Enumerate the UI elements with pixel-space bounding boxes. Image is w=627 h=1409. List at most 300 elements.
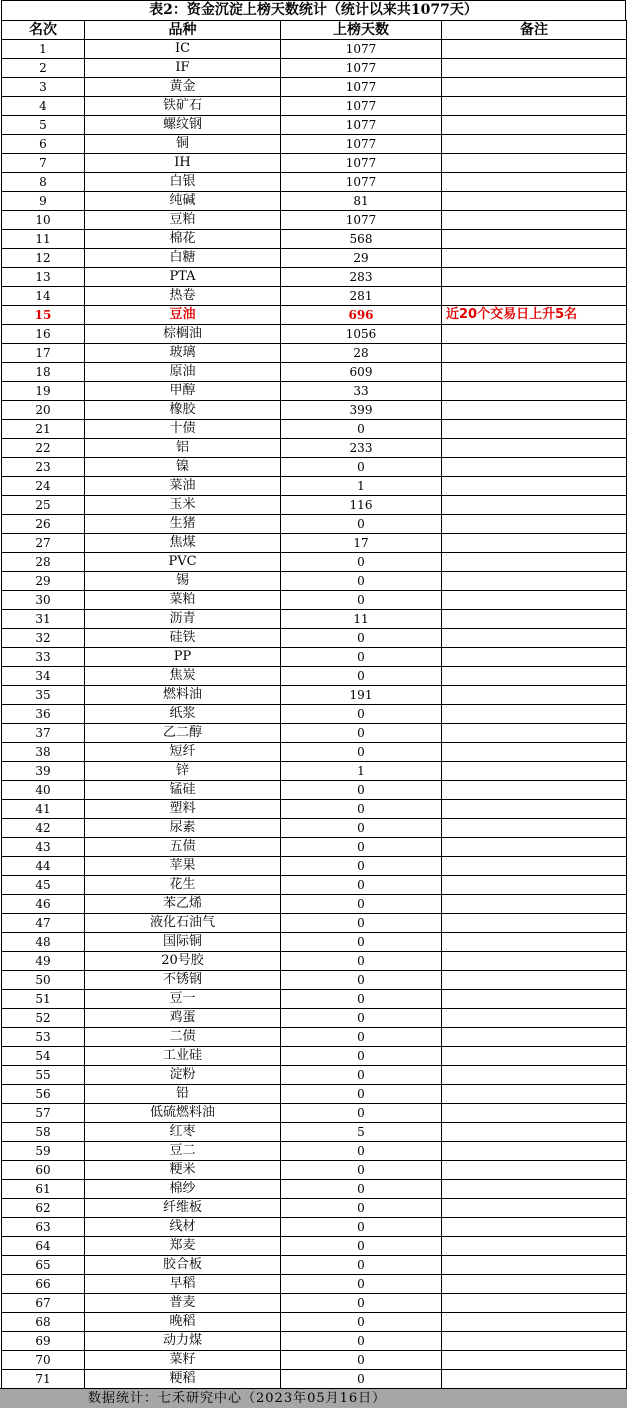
note-cell (442, 401, 627, 420)
note-cell: 近20个交易日上升5名 (442, 306, 627, 325)
header-note: 备注 (442, 21, 627, 40)
days-cell: 0 (281, 629, 442, 648)
note-cell (442, 1104, 627, 1123)
table-row (2, 135, 627, 154)
days-cell: 0 (281, 591, 442, 610)
rank-cell: 7 (2, 154, 85, 173)
days-cell: 1077 (281, 59, 442, 78)
table-row (2, 1370, 627, 1389)
table-row (2, 952, 627, 971)
variety-cell: 玉米 (85, 496, 281, 515)
days-cell: 1077 (281, 40, 442, 59)
rank-cell: 57 (2, 1104, 85, 1123)
rank-cell: 50 (2, 971, 85, 990)
note-cell (442, 1294, 627, 1313)
days-cell: 0 (281, 1180, 442, 1199)
days-cell: 0 (281, 1104, 442, 1123)
rank-cell: 55 (2, 1066, 85, 1085)
table-title: 表2：资金沉淀上榜天数统计（统计以来共1077天） (1, 0, 626, 20)
rank-cell: 46 (2, 895, 85, 914)
rank-cell: 6 (2, 135, 85, 154)
rank-cell: 11 (2, 230, 85, 249)
rank-cell: 23 (2, 458, 85, 477)
days-cell: 0 (281, 1256, 442, 1275)
variety-cell: 线材 (85, 1218, 281, 1237)
variety-cell: 镍 (85, 458, 281, 477)
days-cell: 0 (281, 1237, 442, 1256)
rank-cell: 19 (2, 382, 85, 401)
note-cell (442, 876, 627, 895)
table-row (2, 192, 627, 211)
rank-cell: 9 (2, 192, 85, 211)
days-cell: 0 (281, 876, 442, 895)
note-cell (442, 724, 627, 743)
days-cell: 81 (281, 192, 442, 211)
table-row (2, 1123, 627, 1142)
note-cell (442, 97, 627, 116)
days-cell: 0 (281, 553, 442, 572)
variety-cell: 棉纱 (85, 1180, 281, 1199)
days-cell: 0 (281, 1351, 442, 1370)
variety-cell: 粳米 (85, 1161, 281, 1180)
rank-cell: 3 (2, 78, 85, 97)
variety-cell: 豆二 (85, 1142, 281, 1161)
table-row (2, 1104, 627, 1123)
rank-cell: 51 (2, 990, 85, 1009)
rank-cell: 62 (2, 1199, 85, 1218)
rank-cell: 42 (2, 819, 85, 838)
table-row (2, 1028, 627, 1047)
days-cell: 0 (281, 1294, 442, 1313)
rank-cell: 52 (2, 1009, 85, 1028)
rank-cell: 25 (2, 496, 85, 515)
variety-cell: 普麦 (85, 1294, 281, 1313)
days-cell: 0 (281, 667, 442, 686)
rank-cell: 66 (2, 1275, 85, 1294)
note-cell (442, 819, 627, 838)
table-row (2, 1199, 627, 1218)
variety-cell: 纸浆 (85, 705, 281, 724)
table-row (2, 268, 627, 287)
days-cell: 29 (281, 249, 442, 268)
variety-cell: 白糖 (85, 249, 281, 268)
variety-cell: 沥青 (85, 610, 281, 629)
days-cell: 696 (281, 306, 442, 325)
variety-cell: 粳稻 (85, 1370, 281, 1389)
variety-cell: 豆油 (85, 306, 281, 325)
table-row (2, 971, 627, 990)
rank-cell: 60 (2, 1161, 85, 1180)
table-row (2, 306, 627, 325)
rank-cell: 22 (2, 439, 85, 458)
note-cell (442, 173, 627, 192)
note-cell (442, 1275, 627, 1294)
variety-cell: 菜粕 (85, 591, 281, 610)
note-cell (442, 1256, 627, 1275)
days-cell: 191 (281, 686, 442, 705)
rank-cell: 17 (2, 344, 85, 363)
rank-cell: 21 (2, 420, 85, 439)
note-cell (442, 1199, 627, 1218)
table-row (2, 667, 627, 686)
days-cell: 0 (281, 705, 442, 724)
rank-cell: 1 (2, 40, 85, 59)
stats-table-container (1, 0, 626, 1389)
rank-cell: 10 (2, 211, 85, 230)
rank-cell: 4 (2, 97, 85, 116)
days-cell: 0 (281, 914, 442, 933)
days-cell: 0 (281, 781, 442, 800)
table-row (2, 686, 627, 705)
variety-cell: 菜油 (85, 477, 281, 496)
variety-cell: 国际铜 (85, 933, 281, 952)
note-cell (442, 344, 627, 363)
table-row (2, 1256, 627, 1275)
rank-cell: 26 (2, 515, 85, 534)
days-cell: 0 (281, 420, 442, 439)
rank-cell: 68 (2, 1313, 85, 1332)
variety-cell: 铁矿石 (85, 97, 281, 116)
variety-cell: 白银 (85, 173, 281, 192)
days-cell: 1077 (281, 154, 442, 173)
rank-cell: 38 (2, 743, 85, 762)
rank-cell: 20 (2, 401, 85, 420)
table-row (2, 1066, 627, 1085)
note-cell (442, 1161, 627, 1180)
days-cell: 0 (281, 572, 442, 591)
note-cell (442, 477, 627, 496)
days-cell: 28 (281, 344, 442, 363)
note-cell (442, 59, 627, 78)
rank-cell: 44 (2, 857, 85, 876)
variety-cell: 20号胶 (85, 952, 281, 971)
days-cell: 1077 (281, 97, 442, 116)
rank-cell: 30 (2, 591, 85, 610)
rank-cell: 63 (2, 1218, 85, 1237)
rank-cell: 56 (2, 1085, 85, 1104)
table-row (2, 876, 627, 895)
rank-cell: 69 (2, 1332, 85, 1351)
variety-cell: 焦炭 (85, 667, 281, 686)
table-row (2, 1294, 627, 1313)
note-cell (442, 762, 627, 781)
note-cell (442, 249, 627, 268)
note-cell (442, 1237, 627, 1256)
note-cell (442, 952, 627, 971)
days-cell: 283 (281, 268, 442, 287)
note-cell (442, 1218, 627, 1237)
variety-cell: 焦煤 (85, 534, 281, 553)
rank-cell: 70 (2, 1351, 85, 1370)
table-row (2, 724, 627, 743)
days-cell: 1077 (281, 135, 442, 154)
table-row (2, 116, 627, 135)
note-cell (442, 857, 627, 876)
note-cell (442, 1142, 627, 1161)
table-row (2, 458, 627, 477)
note-cell (442, 838, 627, 857)
variety-cell: 豆一 (85, 990, 281, 1009)
variety-cell: 鸡蛋 (85, 1009, 281, 1028)
note-cell (442, 496, 627, 515)
note-cell (442, 211, 627, 230)
table-row (2, 325, 627, 344)
days-cell: 399 (281, 401, 442, 420)
table-row (2, 990, 627, 1009)
days-cell: 11 (281, 610, 442, 629)
rank-cell: 29 (2, 572, 85, 591)
table-row (2, 762, 627, 781)
days-cell: 281 (281, 287, 442, 306)
variety-cell: 黄金 (85, 78, 281, 97)
rank-cell: 2 (2, 59, 85, 78)
table-row (2, 610, 627, 629)
rank-cell: 14 (2, 287, 85, 306)
rank-cell: 64 (2, 1237, 85, 1256)
days-cell: 17 (281, 534, 442, 553)
days-cell: 233 (281, 439, 442, 458)
rank-cell: 65 (2, 1256, 85, 1275)
rank-cell: 54 (2, 1047, 85, 1066)
variety-cell: 塑料 (85, 800, 281, 819)
variety-cell: 豆粕 (85, 211, 281, 230)
rank-cell: 71 (2, 1370, 85, 1389)
rank-cell: 15 (2, 306, 85, 325)
days-cell: 568 (281, 230, 442, 249)
table-row (2, 534, 627, 553)
variety-cell: 五债 (85, 838, 281, 857)
days-cell: 0 (281, 971, 442, 990)
table-body (2, 40, 627, 1389)
variety-cell: 红枣 (85, 1123, 281, 1142)
variety-cell: 铝 (85, 439, 281, 458)
variety-cell: IH (85, 154, 281, 173)
note-cell (442, 363, 627, 382)
table-row (2, 1142, 627, 1161)
table-row (2, 1161, 627, 1180)
table-row (2, 933, 627, 952)
variety-cell: 淀粉 (85, 1066, 281, 1085)
note-cell (442, 1123, 627, 1142)
table-row (2, 1351, 627, 1370)
variety-cell: 二债 (85, 1028, 281, 1047)
note-cell (442, 610, 627, 629)
rank-cell: 40 (2, 781, 85, 800)
variety-cell: 动力煤 (85, 1332, 281, 1351)
variety-cell: 十债 (85, 420, 281, 439)
rank-cell: 33 (2, 648, 85, 667)
variety-cell: 纯碱 (85, 192, 281, 211)
rank-cell: 16 (2, 325, 85, 344)
variety-cell: 苯乙烯 (85, 895, 281, 914)
table-row (2, 211, 627, 230)
days-cell: 0 (281, 1142, 442, 1161)
table-row (2, 97, 627, 116)
note-cell (442, 705, 627, 724)
note-cell (442, 1085, 627, 1104)
variety-cell: 燃料油 (85, 686, 281, 705)
variety-cell: 玻璃 (85, 344, 281, 363)
days-cell: 1056 (281, 325, 442, 344)
rank-cell: 24 (2, 477, 85, 496)
days-cell: 0 (281, 1370, 442, 1389)
variety-cell: 甲醇 (85, 382, 281, 401)
days-cell: 0 (281, 648, 442, 667)
variety-cell: 苹果 (85, 857, 281, 876)
note-cell (442, 515, 627, 534)
days-cell: 0 (281, 1085, 442, 1104)
note-cell (442, 1370, 627, 1389)
note-cell (442, 553, 627, 572)
note-cell (442, 990, 627, 1009)
note-cell (442, 572, 627, 591)
note-cell (442, 667, 627, 686)
table-row (2, 1085, 627, 1104)
table-row (2, 1047, 627, 1066)
variety-cell: PP (85, 648, 281, 667)
days-cell: 0 (281, 1199, 442, 1218)
days-cell: 0 (281, 952, 442, 971)
rank-cell: 67 (2, 1294, 85, 1313)
table-row (2, 230, 627, 249)
table-row (2, 629, 627, 648)
table-row (2, 1218, 627, 1237)
note-cell (442, 1066, 627, 1085)
variety-cell: 工业硅 (85, 1047, 281, 1066)
note-cell (442, 135, 627, 154)
table-row (2, 249, 627, 268)
variety-cell: 硅铁 (85, 629, 281, 648)
table-row (2, 1237, 627, 1256)
days-cell: 0 (281, 515, 442, 534)
note-cell (442, 1009, 627, 1028)
rank-cell: 39 (2, 762, 85, 781)
days-cell: 33 (281, 382, 442, 401)
variety-cell: 锡 (85, 572, 281, 591)
rank-cell: 8 (2, 173, 85, 192)
table-row (2, 287, 627, 306)
note-cell (442, 648, 627, 667)
days-cell: 0 (281, 1313, 442, 1332)
table-row (2, 439, 627, 458)
variety-cell: 郑麦 (85, 1237, 281, 1256)
table-row (2, 857, 627, 876)
days-cell: 0 (281, 800, 442, 819)
variety-cell: 液化石油气 (85, 914, 281, 933)
note-cell (442, 933, 627, 952)
variety-cell: 橡胶 (85, 401, 281, 420)
table-row (2, 515, 627, 534)
note-cell (442, 591, 627, 610)
rank-cell: 41 (2, 800, 85, 819)
variety-cell: 生猪 (85, 515, 281, 534)
days-cell: 5 (281, 1123, 442, 1142)
note-cell (442, 420, 627, 439)
variety-cell: 铅 (85, 1085, 281, 1104)
note-cell (442, 325, 627, 344)
table-row (2, 40, 627, 59)
note-cell (442, 458, 627, 477)
table-row (2, 1332, 627, 1351)
rank-cell: 45 (2, 876, 85, 895)
note-cell (442, 1351, 627, 1370)
note-cell (442, 40, 627, 59)
note-cell (442, 781, 627, 800)
note-cell (442, 78, 627, 97)
variety-cell: 热卷 (85, 287, 281, 306)
note-cell (442, 192, 627, 211)
table-row (2, 648, 627, 667)
header-variety: 品种 (85, 21, 281, 40)
note-cell (442, 534, 627, 553)
rank-cell: 28 (2, 553, 85, 572)
variety-cell: 尿素 (85, 819, 281, 838)
table-row (2, 591, 627, 610)
table-row (2, 78, 627, 97)
header-row (2, 21, 627, 40)
variety-cell: PVC (85, 553, 281, 572)
variety-cell: 早稻 (85, 1275, 281, 1294)
days-cell: 0 (281, 1332, 442, 1351)
rank-cell: 31 (2, 610, 85, 629)
days-cell: 0 (281, 857, 442, 876)
rank-cell: 32 (2, 629, 85, 648)
note-cell (442, 287, 627, 306)
note-cell (442, 154, 627, 173)
table-row (2, 838, 627, 857)
note-cell (442, 800, 627, 819)
days-cell: 116 (281, 496, 442, 515)
rank-cell: 18 (2, 363, 85, 382)
table-row (2, 1009, 627, 1028)
note-cell (442, 895, 627, 914)
table-row (2, 59, 627, 78)
rank-cell: 27 (2, 534, 85, 553)
variety-cell: 棕榈油 (85, 325, 281, 344)
rank-cell: 49 (2, 952, 85, 971)
table-row (2, 363, 627, 382)
variety-cell: 花生 (85, 876, 281, 895)
table-row (2, 401, 627, 420)
rank-cell: 47 (2, 914, 85, 933)
variety-cell: 低硫燃料油 (85, 1104, 281, 1123)
variety-cell: 菜籽 (85, 1351, 281, 1370)
variety-cell: 锰硅 (85, 781, 281, 800)
days-cell: 0 (281, 458, 442, 477)
days-cell: 0 (281, 724, 442, 743)
table-row (2, 895, 627, 914)
days-cell: 1077 (281, 211, 442, 230)
header-rank: 名次 (2, 21, 85, 40)
days-cell: 0 (281, 933, 442, 952)
variety-cell: 锌 (85, 762, 281, 781)
rank-cell: 53 (2, 1028, 85, 1047)
variety-cell: 棉花 (85, 230, 281, 249)
days-cell: 1 (281, 477, 442, 496)
variety-cell: 纤维板 (85, 1199, 281, 1218)
rank-cell: 36 (2, 705, 85, 724)
table-row (2, 382, 627, 401)
variety-cell: IC (85, 40, 281, 59)
rank-cell: 34 (2, 667, 85, 686)
note-cell (442, 439, 627, 458)
days-cell: 0 (281, 1218, 442, 1237)
note-cell (442, 686, 627, 705)
variety-cell: 短纤 (85, 743, 281, 762)
note-cell (442, 230, 627, 249)
rank-cell: 5 (2, 116, 85, 135)
note-cell (442, 382, 627, 401)
